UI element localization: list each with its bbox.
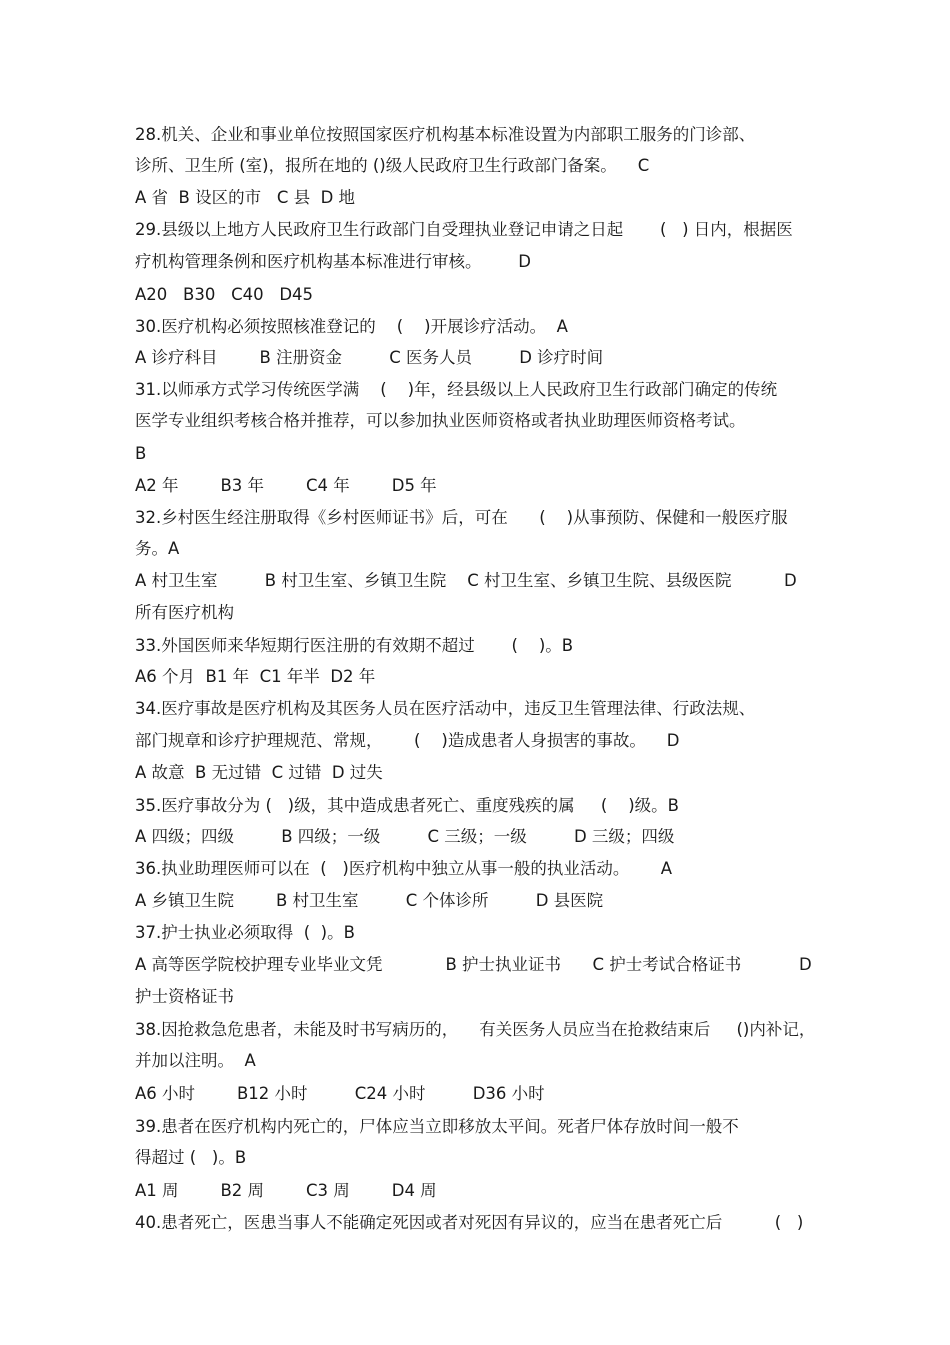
text-line: 38.因抢救急危患者，未能及时书写病历的， 有关医务人员应当在抢救结束后 ()内补记， <box>135 1020 816 1039</box>
text-line: A6 小时 B12 小时 C24 小时 D36 小时 <box>135 1084 545 1103</box>
text-line: 40.患者死亡，医患当事人不能确定死因或者对死因有异议的，应当在患者死亡后 ( ) <box>135 1213 804 1232</box>
text-line: 37.护士执业必须取得 ( )。B <box>135 923 355 942</box>
text-line: A2 年 B3 年 C4 年 D5 年 <box>135 476 437 495</box>
text-line: 部门规章和诊疗护理规范、常规， ( )造成患者人身损害的事故。 D <box>135 731 680 750</box>
text-line: 39.患者在医疗机构内死亡的，尸体应当立即移放太平间。死者尸体存放时间一般不 <box>135 1117 739 1136</box>
text-line: A1 周 B2 周 C3 周 D4 周 <box>135 1181 437 1200</box>
text-line: A 村卫生室 B 村卫生室、乡镇卫生院 C 村卫生室、乡镇卫生院、县级医院 D <box>135 571 797 590</box>
text-line: 疗机构管理条例和医疗机构基本标准进行审核。 D <box>135 252 531 271</box>
text-line: 29.县级以上地方人民政府卫生行政部门自受理执业登记申请之日起 ( ) 日内，根据医 <box>135 220 793 239</box>
text-line: 得超过 ( )。B <box>135 1148 247 1167</box>
text-line: 所有医疗机构 <box>135 603 234 622</box>
text-line: A 诊疗科目 B 注册资金 C 医务人员 D 诊疗时间 <box>135 348 604 367</box>
text-line: 28.机关、企业和事业单位按照国家医疗机构基本标准设置为内部职工服务的门诊部、 <box>135 125 756 144</box>
text-line: A 省 B 设区的市 C 县 D 地 <box>135 188 356 207</box>
text-line: A20 B30 C40 D45 <box>135 285 314 304</box>
text-line: 35.医疗事故分为 ( )级，其中造成患者死亡、重度残疾的属 ( )级。B <box>135 796 679 815</box>
text-line: 并加以注明。 A <box>135 1051 256 1070</box>
text-line: A 乡镇卫生院 B 村卫生室 C 个体诊所 D 县医院 <box>135 891 604 910</box>
text-line: 34.医疗事故是医疗机构及其医务人员在医疗活动中，违反卫生管理法律、行政法规、 <box>135 699 756 718</box>
text-line: 诊所、卫生所 (室)，报所在地的 ()级人民政府卫生行政部门备案。 C <box>135 156 650 175</box>
text-line: 31.以师承方式学习传统医学满 ( )年，经县级以上人民政府卫生行政部门确定的传统 <box>135 380 778 399</box>
text-line: A 高等医学院校护理专业毕业文凭 B 护士执业证书 C 护士考试合格证书 D <box>135 955 812 974</box>
text-line: 36.执业助理医师可以在 ( )医疗机构中独立从事一般的执业活动。 A <box>135 859 673 878</box>
text-line: 32.乡村医生经注册取得《乡村医师证书》后，可在 ( )从事预防、保健和一般医疗服 <box>135 508 788 527</box>
text-line: A 故意 B 无过错 C 过错 D 过失 <box>135 763 383 782</box>
text-line: A 四级；四级 B 四级；一级 C 三级；一级 D 三级；四级 <box>135 827 675 846</box>
text-line: 医学专业组织考核合格并推荐，可以参加执业医师资格或者执业助理医师资格考试。 <box>135 411 746 430</box>
text-line: 30.医疗机构必须按照核准登记的 ( )开展诊疗活动。 A <box>135 317 568 336</box>
text-line: A6 个月 B1 年 C1 年半 D2 年 <box>135 667 376 686</box>
text-line: 护士资格证书 <box>135 987 234 1006</box>
text-line: B <box>135 444 147 463</box>
text-line: 33.外国医师来华短期行医注册的有效期不超过 ( )。B <box>135 636 574 655</box>
text-line: 务。A <box>135 539 180 558</box>
